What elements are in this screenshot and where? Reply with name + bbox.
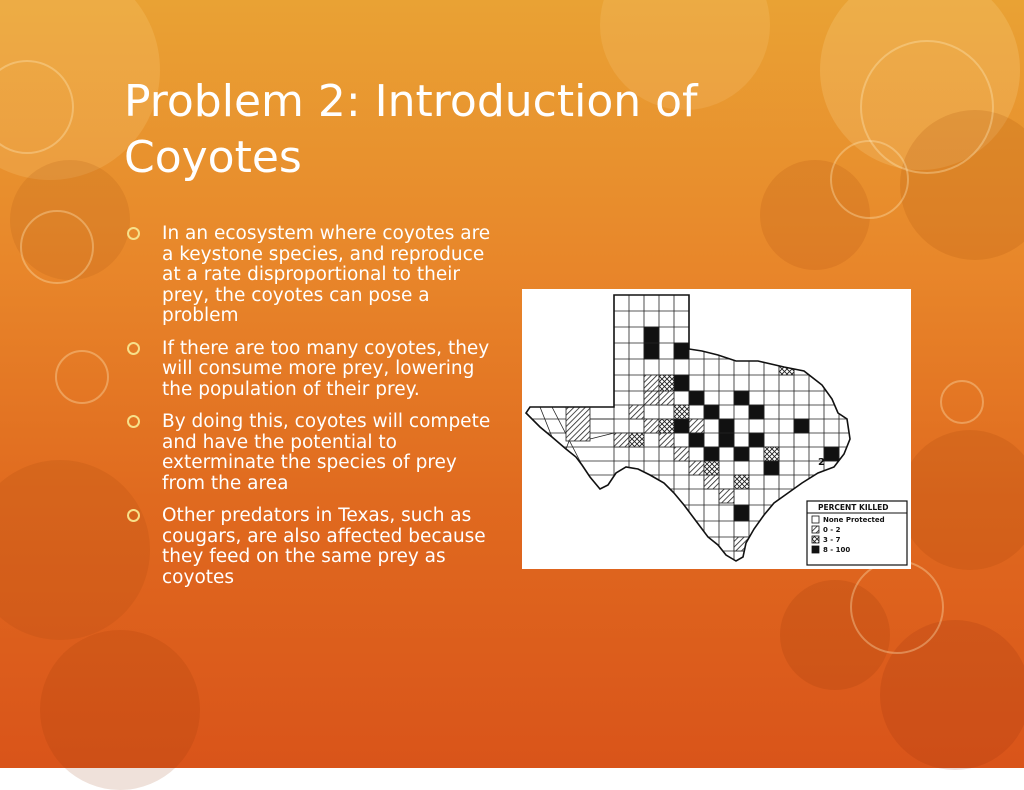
- bullet-item: [126, 224, 496, 327]
- legend-swatch-black: [812, 546, 819, 553]
- legend-label: 3 - 7: [823, 536, 841, 544]
- bullet-ring-icon: [127, 227, 140, 240]
- bullet-ring-icon: [127, 509, 140, 522]
- map-legend: [807, 501, 907, 565]
- bokeh-ring: [55, 350, 109, 404]
- bullet-list: [126, 224, 496, 600]
- bullet-ring-icon: [127, 415, 140, 428]
- legend-swatch-cross: [812, 536, 819, 543]
- bokeh-ring: [850, 560, 944, 654]
- bullet-text: Other predators in Texas, such as cougars, are also affected because they feed on the same prey as coyotes: [162, 505, 486, 588]
- bokeh-ring: [830, 140, 909, 219]
- texas-map-svg: [522, 289, 911, 569]
- bullet-text: If there are too many coyotes, they will consume more prey, lowering the population of their prey.: [162, 337, 490, 400]
- slide-title: Problem 2: Introduction of Coyotes: [124, 76, 698, 183]
- bokeh-circle: [40, 630, 200, 790]
- bokeh-circle: [900, 430, 1024, 570]
- legend-title: PERCENT KILLED: [818, 503, 889, 512]
- legend-label: None Protected: [823, 516, 885, 524]
- legend-label: 8 - 100: [823, 546, 851, 554]
- bullet-ring-icon: [127, 342, 140, 355]
- bullet-text: In an ecosystem where coyotes are a keystone species, and reproduce at a rate disproportional to their prey, the coyotes can pose a problem: [162, 223, 491, 326]
- bullet-item: [126, 339, 496, 401]
- bullet-text: By doing this, coyotes will compete and have the potential to exterminate the species of prey from the area: [162, 411, 491, 494]
- legend-label: 0 - 2: [823, 526, 841, 534]
- bullet-item: [126, 506, 496, 588]
- texas-county-map: [522, 289, 911, 569]
- map-annotation: 2: [818, 457, 825, 468]
- bullet-item: [126, 412, 496, 494]
- legend-swatch-none: [812, 516, 819, 523]
- legend-swatch-hatch: [812, 526, 819, 533]
- bokeh-ring: [940, 380, 984, 424]
- bokeh-ring: [20, 210, 94, 284]
